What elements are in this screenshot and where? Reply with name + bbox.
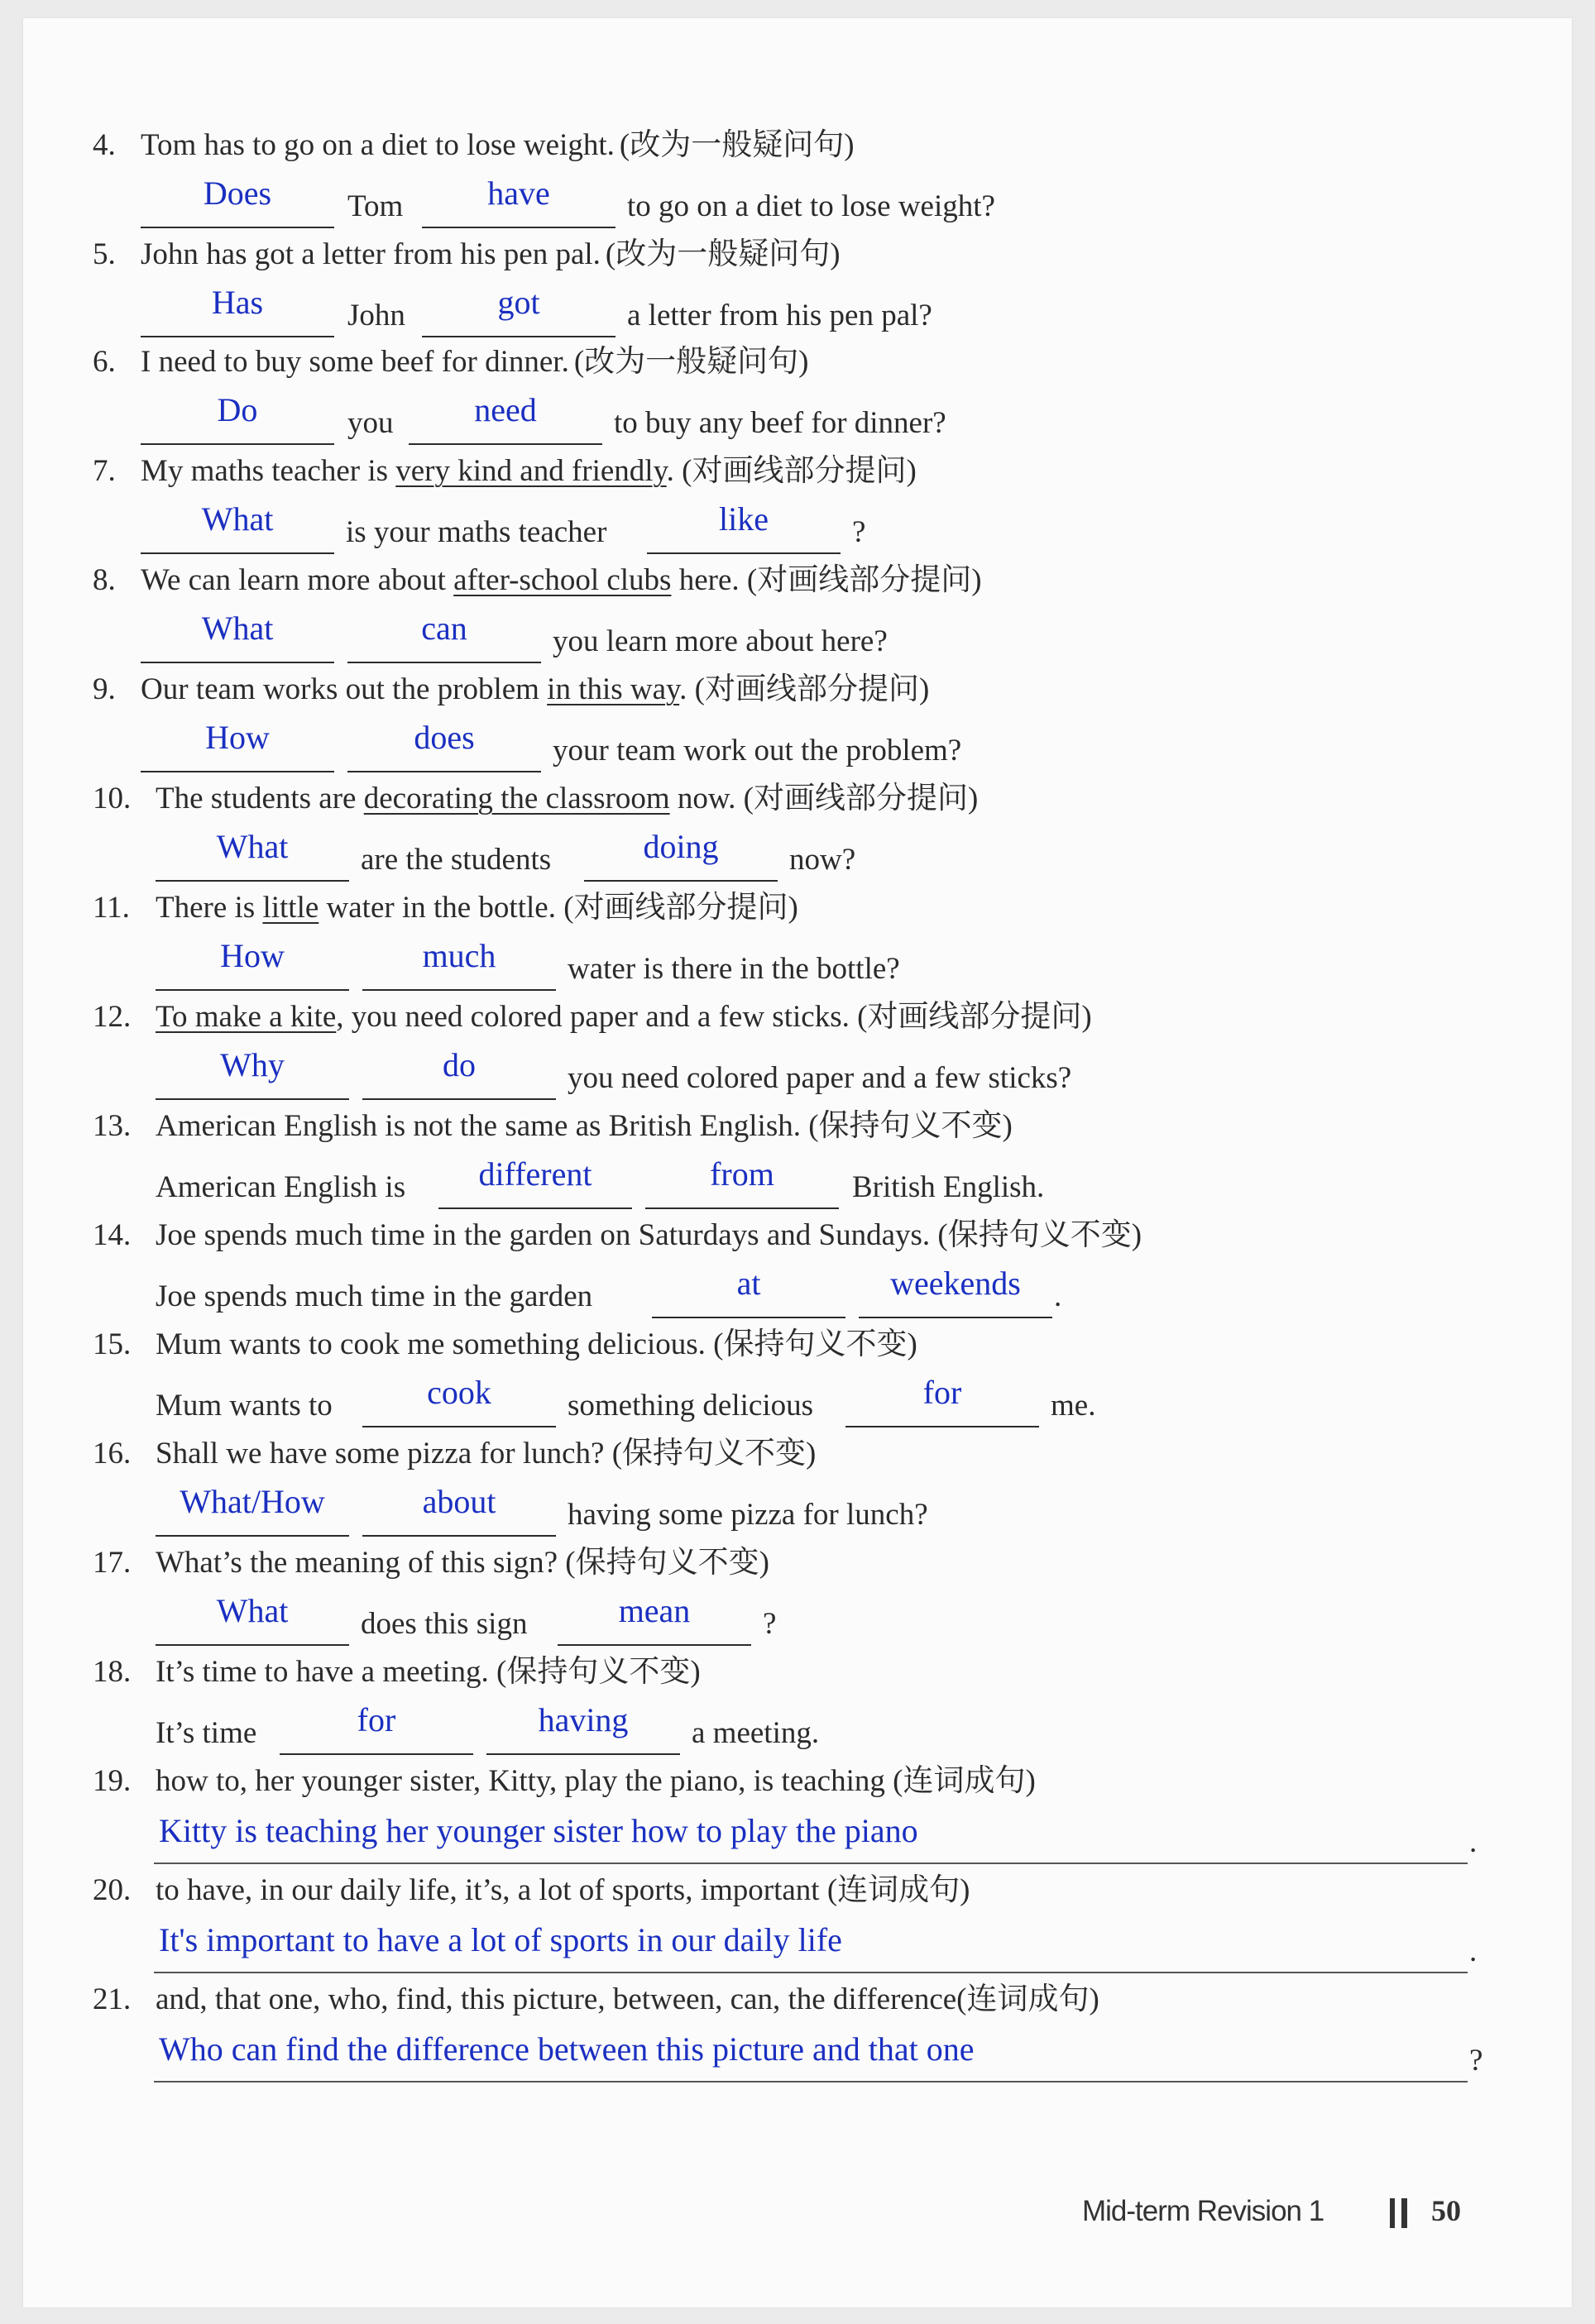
text-segment: me. — [1051, 1389, 1096, 1423]
answer: does — [414, 719, 475, 756]
question-text: My maths teacher is — [141, 454, 396, 488]
answer-blank[interactable] — [156, 827, 349, 882]
question-text: how to, her younger sister, Kitty, play the piano, is teaching (连词成句) — [156, 1764, 1036, 1798]
exercise-item-4 — [0, 119, 1595, 235]
item-number: 12. — [93, 1000, 132, 1034]
underlined-phrase: decorating the classroom — [363, 782, 670, 815]
question-text: and, that one, who, find, this picture, between, can, the difference(连词成句) — [156, 1982, 1099, 2016]
end-punctuation: ? — [1469, 2044, 1483, 2078]
text-segment: your team work out the problem? — [553, 734, 962, 767]
question-text: We can learn more about — [141, 563, 454, 597]
item-number: 14. — [93, 1218, 132, 1252]
answer: from — [710, 1155, 774, 1193]
answer: Kitty is teaching her younger sister how to play the piano — [159, 1812, 918, 1849]
end-punctuation: . — [1469, 1934, 1478, 1968]
instruction: now. (对画线部分提问) — [669, 782, 979, 815]
exercise-item-10 — [0, 772, 1595, 888]
underlined-phrase: in this way — [547, 672, 680, 706]
text-segment: It’s time — [156, 1716, 257, 1750]
exercise-item-5 — [0, 228, 1595, 344]
answer-blank[interactable] — [584, 827, 778, 882]
answer-blank[interactable] — [422, 283, 615, 337]
answer: Who can find the difference between this picture and that one — [159, 2030, 975, 2068]
question-text: John has got a letter from his pen pal. — [141, 237, 601, 271]
answer: need — [474, 391, 537, 428]
answer-blank[interactable] — [362, 1373, 556, 1427]
answer: do — [443, 1046, 476, 1083]
exercise-item-19 — [0, 1755, 1595, 1871]
item-number: 19. — [93, 1764, 132, 1798]
answer-blank[interactable] — [362, 1045, 556, 1100]
question-text: Tom has to go on a diet to lose weight. — [141, 128, 615, 162]
question-text: Our team works out the problem — [141, 672, 548, 706]
answer-line[interactable] — [154, 1810, 1468, 1864]
question-text: What’s the meaning of this sign? (保持句义不变) — [156, 1546, 769, 1580]
text-segment: is your maths teacher — [346, 515, 607, 549]
answer: have — [487, 175, 550, 212]
exercise-item-12 — [0, 991, 1595, 1107]
instruction: water in the bottle. (对画线部分提问) — [319, 891, 798, 925]
text-segment: to buy any beef for dinner? — [614, 406, 946, 440]
exercise-item-6 — [0, 336, 1595, 452]
text-segment: something delicious — [568, 1389, 813, 1423]
text-segment: ? — [852, 515, 866, 549]
answer-blank[interactable] — [347, 609, 541, 663]
answer-blank[interactable] — [141, 500, 334, 554]
answer: Why — [220, 1046, 285, 1083]
answer-blank[interactable] — [156, 936, 349, 991]
text-segment: Joe spends much time in the garden — [156, 1279, 593, 1313]
text-segment: you learn more about here? — [553, 624, 888, 658]
text-segment: does this sign — [361, 1607, 528, 1641]
text-segment: ? — [763, 1607, 777, 1641]
answer: Has — [211, 284, 264, 321]
answer: How — [205, 719, 270, 756]
text-segment: are the students — [361, 843, 552, 877]
answer: having — [538, 1701, 629, 1738]
exercise-item-21 — [0, 1973, 1595, 2089]
instruction: . (对画线部分提问) — [666, 454, 917, 488]
underlined-phrase: very kind and friendly — [395, 454, 667, 488]
answer: for — [357, 1701, 396, 1738]
exercise-item-8 — [0, 554, 1595, 670]
text-segment: British English. — [852, 1170, 1045, 1204]
exercise-item-16 — [0, 1427, 1595, 1543]
text-segment: Tom — [347, 189, 404, 223]
underlined-phrase: To make a kite — [156, 1000, 337, 1034]
answer-blank[interactable] — [558, 1591, 751, 1646]
instruction: . (对画线部分提问) — [679, 672, 930, 706]
answer-blank[interactable] — [409, 390, 602, 445]
item-number: 18. — [93, 1655, 132, 1689]
answer: Does — [203, 175, 272, 212]
text-segment: . — [1054, 1279, 1062, 1313]
answer-blank[interactable] — [141, 283, 334, 337]
text-segment: American English is — [156, 1170, 406, 1204]
answer-blank[interactable] — [141, 390, 334, 445]
answer: mean — [618, 1592, 691, 1629]
answer-blank[interactable] — [859, 1264, 1052, 1318]
text-segment: you need colored paper and a few sticks? — [568, 1061, 1072, 1095]
item-number: 20. — [93, 1873, 132, 1907]
item-number: 17. — [93, 1546, 132, 1580]
item-number: 10. — [93, 782, 132, 815]
item-number: 5. — [93, 237, 116, 271]
answer-blank[interactable] — [156, 1482, 349, 1537]
text-segment: a meeting. — [692, 1716, 820, 1750]
answer-line[interactable] — [154, 1919, 1468, 1973]
question-text: The students are — [156, 782, 364, 815]
answer-line[interactable] — [154, 2028, 1468, 2083]
question-text: Mum wants to cook me something delicious. (保持句义不变) — [156, 1327, 917, 1361]
text-segment: having some pizza for lunch? — [568, 1498, 928, 1532]
text-segment: John — [347, 299, 405, 332]
exercise-item-7 — [0, 445, 1595, 561]
answer: about — [422, 1483, 496, 1520]
question-text: , you need colored paper and a few sticks. (对画线部分提问) — [336, 1000, 1092, 1034]
question-text: American English is not the same as British English. (保持句义不变) — [156, 1109, 1013, 1143]
answer-blank[interactable] — [486, 1700, 680, 1755]
answer-blank[interactable] — [438, 1155, 632, 1209]
exercise-item-11 — [0, 882, 1595, 997]
item-number: 8. — [93, 563, 116, 597]
answer-blank[interactable] — [652, 1264, 845, 1318]
item-number: 16. — [93, 1437, 132, 1470]
answer-blank[interactable] — [647, 500, 841, 554]
item-number: 9. — [93, 672, 116, 706]
section-title: Mid-term Revision 1 — [1082, 2195, 1324, 2227]
item-number: 13. — [93, 1109, 132, 1143]
exercise-item-13 — [0, 1100, 1595, 1216]
answer: What — [216, 828, 289, 865]
answer: It's important to have a lot of sports in our daily life — [159, 1921, 842, 1958]
answer-blank[interactable] — [362, 1482, 556, 1537]
answer-blank[interactable] — [845, 1373, 1039, 1427]
end-punctuation: . — [1469, 1825, 1478, 1859]
page-number: 50 — [1431, 2194, 1461, 2227]
question-text: It’s time to have a meeting. (保持句义不变) — [156, 1655, 701, 1689]
underlined-phrase: little — [262, 891, 319, 925]
answer: for — [922, 1374, 962, 1411]
instruction: (改为一般疑问句) — [605, 237, 841, 271]
question-text: I need to buy some beef for dinner. — [141, 345, 569, 379]
answer: What/How — [180, 1483, 325, 1520]
answer: different — [478, 1155, 592, 1193]
text-segment: water is there in the bottle? — [568, 952, 900, 986]
answer: much — [422, 937, 496, 974]
instruction: (改为一般疑问句) — [573, 345, 809, 379]
answer: How — [220, 937, 285, 974]
answer-blank[interactable] — [141, 609, 334, 663]
answer-blank[interactable] — [280, 1700, 473, 1755]
answer-blank[interactable] — [645, 1155, 839, 1209]
exercise-item-15 — [0, 1318, 1595, 1434]
question-text: to have, in our daily life, it’s, a lot of sports, important (连词成句) — [156, 1873, 970, 1907]
text-segment: Mum wants to — [156, 1389, 333, 1423]
answer-blank[interactable] — [362, 936, 556, 991]
answer: Do — [217, 391, 258, 428]
question-text: Shall we have some pizza for lunch? (保持句义不变) — [156, 1437, 817, 1470]
question-text: Joe spends much time in the garden on Saturdays and Sundays. (保持句义不变) — [156, 1218, 1142, 1252]
answer: What — [201, 610, 274, 647]
exercise-item-17 — [0, 1537, 1595, 1652]
answer: got — [497, 284, 540, 321]
text-segment: to go on a diet to lose weight? — [627, 189, 995, 223]
item-number: 21. — [93, 1982, 132, 2016]
answer: can — [421, 610, 467, 647]
instruction: (改为一般疑问句) — [619, 128, 855, 162]
divider-bars-icon — [1390, 2198, 1411, 2228]
answer-blank[interactable] — [156, 1045, 349, 1100]
answer: weekends — [890, 1265, 1021, 1302]
answer: like — [719, 500, 769, 538]
item-number: 6. — [93, 345, 116, 379]
answer: doing — [643, 828, 719, 865]
exercise-item-20 — [0, 1864, 1595, 1980]
answer-blank[interactable] — [347, 718, 541, 772]
answer-blank[interactable] — [141, 718, 334, 772]
question-text: There is — [156, 891, 263, 925]
exercise-item-9 — [0, 663, 1595, 779]
text-segment: a letter from his pen pal? — [627, 299, 932, 332]
text-segment: now? — [789, 843, 856, 877]
page-footer — [1075, 2190, 1506, 2240]
answer: What — [201, 500, 274, 538]
answer-blank[interactable] — [422, 174, 615, 228]
instruction: here. (对画线部分提问) — [671, 563, 982, 597]
item-number: 7. — [93, 454, 116, 488]
exercise-item-14 — [0, 1209, 1595, 1325]
answer-blank[interactable] — [141, 174, 334, 228]
item-number: 11. — [93, 891, 130, 925]
answer-blank[interactable] — [156, 1591, 349, 1646]
item-number: 15. — [93, 1327, 132, 1361]
answer: cook — [427, 1374, 491, 1411]
answer: What — [216, 1592, 289, 1629]
underlined-phrase: after-school clubs — [453, 563, 672, 597]
item-number: 4. — [93, 128, 116, 162]
answer: at — [736, 1265, 761, 1302]
text-segment: you — [347, 406, 394, 440]
exercise-item-18 — [0, 1646, 1595, 1762]
